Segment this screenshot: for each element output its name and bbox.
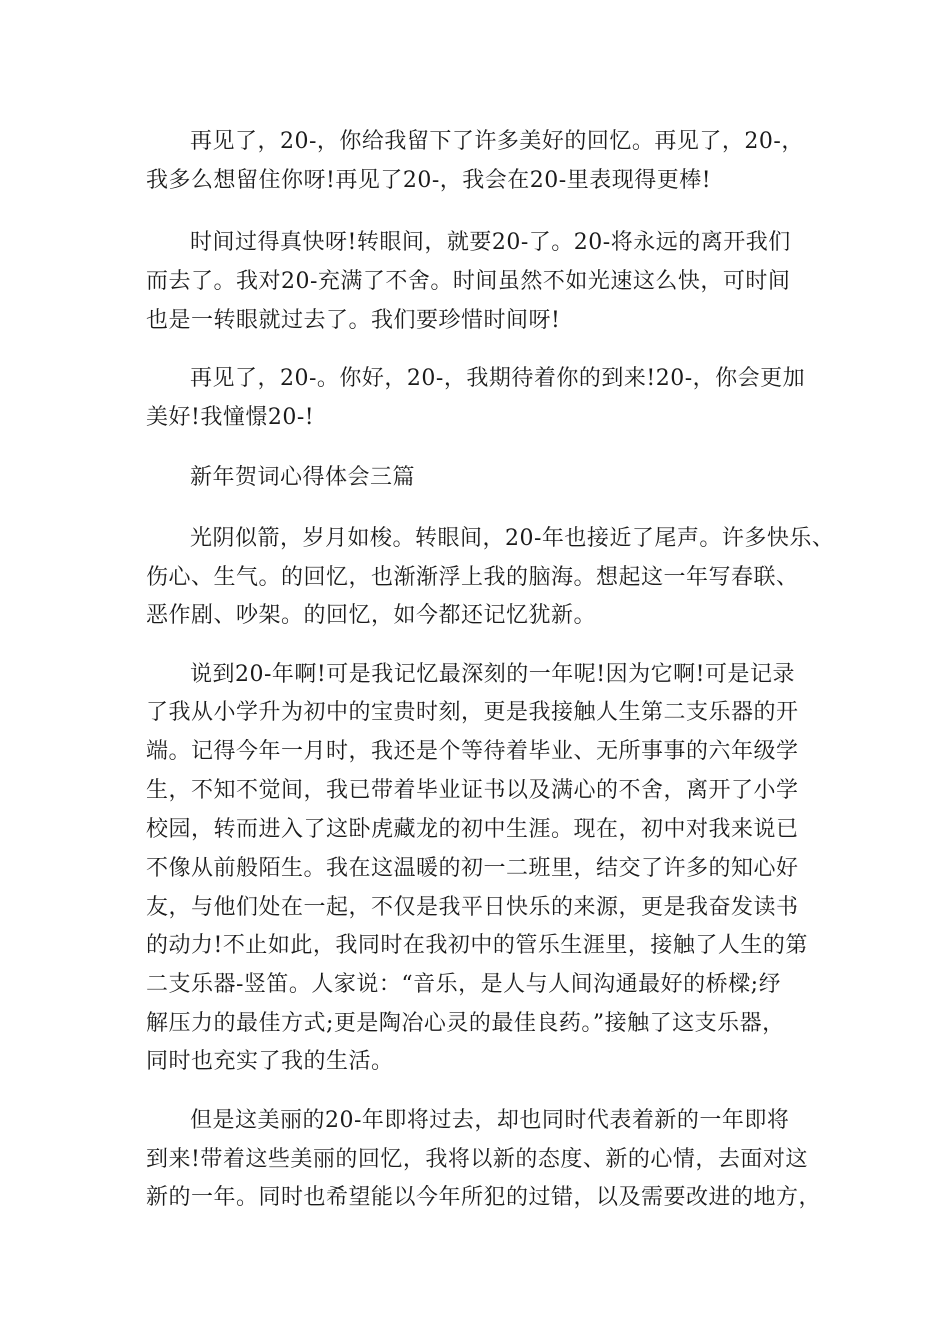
paragraph-5-line-10: 解压力的最佳方式;更是陶冶心灵的最佳良药。”接触了这支乐器， [146,1011,785,1036]
paragraph-6-line-1: 但是这美丽的20-年即将过去，却也同时代表着新的一年即将 [190,1108,790,1133]
paragraph-5-line-11: 同时也充实了我的生活。 [146,1049,394,1074]
paragraph-5-line-2: 了我从小学升为初中的宝贵时刻，更是我接触人生第二支乐器的开 [146,700,799,725]
paragraph-1-line-1: 再见了，20-，你给我留下了许多美好的回忆。再见了，20-， [190,129,804,154]
paragraph-1-line-2: 我多么想留住你呀!再见了20-，我会在20-里表现得更棒! [146,168,712,193]
paragraph-5-line-7: 友，与他们处在一起，不仅是我平日快乐的来源，更是我奋发读书 [146,895,799,920]
paragraph-5-line-4: 生，不知不觉间，我已带着毕业证书以及满心的不舍，离开了小学 [146,778,799,803]
section-heading: 新年贺词心得体会三篇 [190,465,416,490]
paragraph-5-line-6: 不像从前般陌生。我在这温暖的初一二班里，结交了许多的知心好 [146,856,799,881]
paragraph-6-line-2: 到来!带着这些美丽的回忆，我将以新的态度、新的心情，去面对这 [146,1147,808,1172]
paragraph-4-line-2: 伤心、生气。的回忆，也渐渐浮上我的脑海。想起这一年写春联、 [146,565,799,590]
paragraph-5-line-9: 二支乐器-竖笛。人家说：“音乐，是人与人间沟通最好的桥樑;纾 [146,972,782,997]
paragraph-5-line-3: 端。记得今年一月时，我还是个等待着毕业、无所事事的六年级学 [146,739,799,764]
paragraph-5-line-8: 的动力!不止如此，我同时在我初中的管乐生涯里，接触了人生的第 [146,933,808,958]
paragraph-5-line-5: 校园，转而进入了这卧虎藏龙的初中生涯。现在，初中对我来说已 [146,817,799,842]
paragraph-3-line-1: 再见了，20-。你好，20-，我期待着你的到来!20-，你会更加 [190,366,806,391]
paragraph-4-line-1: 光阴似箭，岁月如梭。转眼间，20-年也接近了尾声。许多快乐、 [190,526,835,551]
paragraph-2-line-2: 而去了。我对20-充满了不舍。时间虽然不如光速这么快，可时间 [146,269,791,294]
paragraph-2-line-1: 时间过得真快呀!转眼间，就要20-了。20-将永远的离开我们 [190,230,791,255]
paragraph-4-line-3: 恶作剧、吵架。的回忆，如今都还记忆犹新。 [146,603,597,628]
paragraph-6-line-3: 新的一年。同时也希望能以今年所犯的过错，以及需要改进的地方， [146,1185,822,1210]
paragraph-3-line-2: 美好!我憧憬20-! [146,405,315,430]
paragraph-5-line-1: 说到20-年啊!可是我记忆最深刻的一年呢!因为它啊!可是记录 [190,662,795,687]
paragraph-2-line-3: 也是一转眼就过去了。我们要珍惜时间呀! [146,308,561,333]
